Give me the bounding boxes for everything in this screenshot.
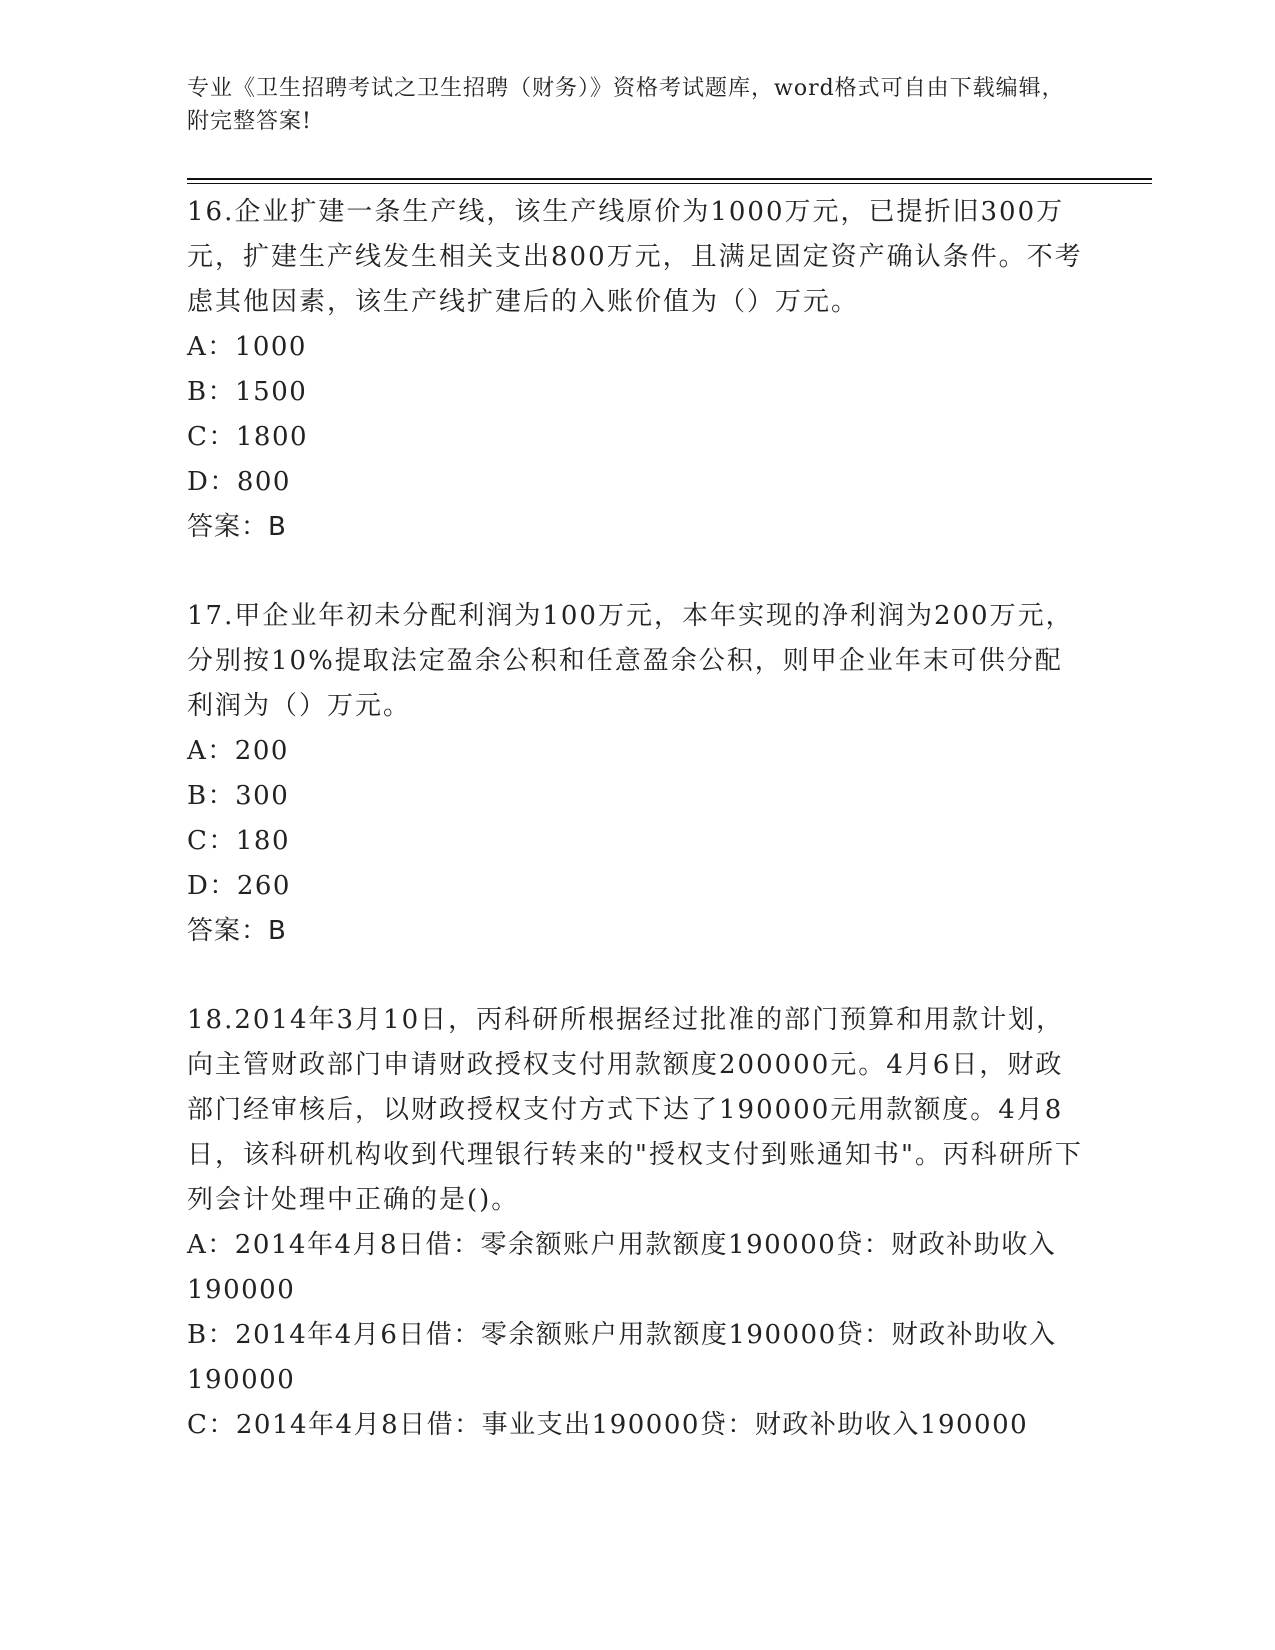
- header-divider-thin: [187, 183, 1152, 184]
- answer: 答案：B: [187, 512, 287, 542]
- option-b: B：300: [187, 781, 290, 811]
- question-stem: 18.2014年3月10日，丙科研所根据经过批准的部门预算和用款计划，向主管财政部门申请财政授权支付用款额度200000元。4月6日，财政部门经审核后，以财政授权支付方式下达了190000元用款额度。4月8日，该科研机构收到代理银行转来的"授权支付到账通知书"。丙科研所下列会计处理中正确的是()。: [187, 1005, 1083, 1215]
- question-16: [187, 190, 1087, 550]
- option-c: C：180: [187, 826, 291, 856]
- option-c: C：2014年4月8日借：事业支出190000贷：财政补助收入190000: [187, 1410, 1029, 1440]
- option-c: C：1800: [187, 422, 309, 452]
- option-a: A：2014年4月8日借：零余额账户用款额度190000贷：财政补助收入190000: [187, 1230, 1057, 1305]
- question-stem: 16.企业扩建一条生产线，该生产线原价为1000万元，已提折旧300万元，扩建生产线发生相关支出800万元，且满足固定资产确认条件。不考虑其他因素，该生产线扩建后的入账价值为（）万元。: [187, 197, 1083, 317]
- answer: 答案：B: [187, 916, 287, 946]
- header-divider-thick: [187, 178, 1152, 180]
- option-d: D：800: [187, 467, 291, 497]
- question-18: [187, 998, 1087, 1448]
- question-list: [187, 190, 1087, 1492]
- question-17: [187, 594, 1087, 954]
- document-header: 专业《卫生招聘考试之卫生招聘（财务）》资格考试题库，word格式可自由下载编辑，附完整答案!: [187, 76, 1065, 134]
- option-b: B：2014年4月6日借：零余额账户用款额度190000贷：财政补助收入190000: [187, 1320, 1057, 1395]
- option-d: D：260: [187, 871, 291, 901]
- option-a: A：200: [187, 736, 289, 766]
- option-a: A：1000: [187, 332, 307, 362]
- question-stem: 17.甲企业年初未分配利润为100万元，本年实现的净利润为200万元，分别按10%提取法定盈余公积和任意盈余公积，则甲企业年末可供分配利润为（）万元。: [187, 601, 1074, 721]
- option-b: B：1500: [187, 377, 308, 407]
